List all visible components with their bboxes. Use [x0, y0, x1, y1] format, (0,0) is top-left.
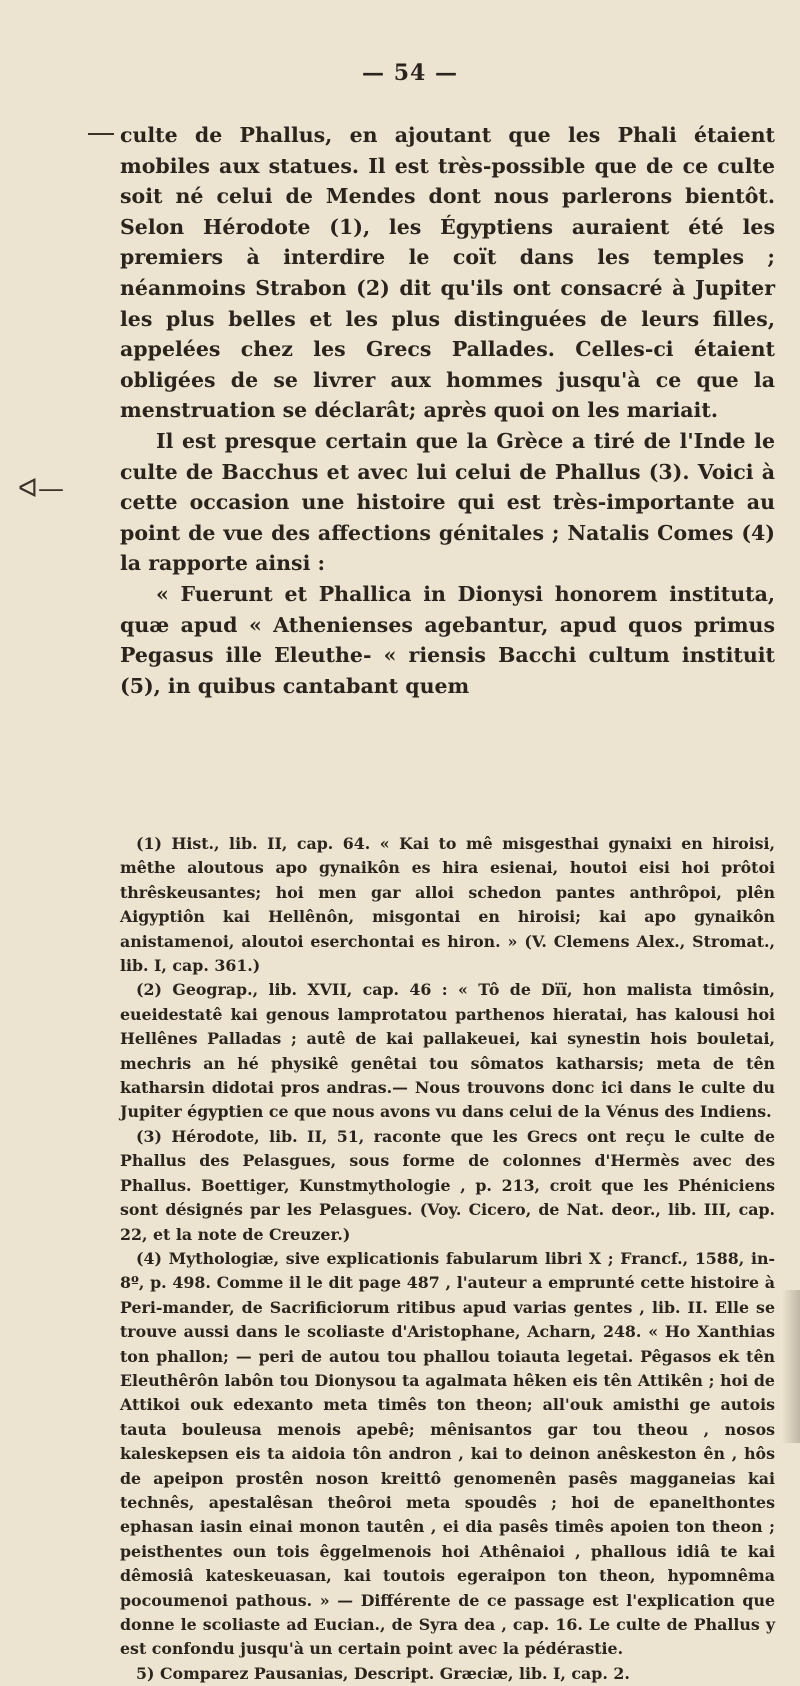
latin-quotation: « Fuerunt et Phallica in Dionysi honorem instituta, quæ apud « Athenienses agebantur, apud quos primus Pegasus ille Eleuthe- « riensis Bacchi cultum instituit (5), in quibus cantabant quem — [120, 581, 775, 698]
paragraph-1: culte de Phallus, en ajoutant que les Phali étaient mobiles aux statues. Il est très-possible que de ce culte soit né celui de Mendes dont nous parlerons bientôt. Selon Hérodote (1), les Égyptiens auraient été les premiers à interdire le coït dans les temples ; néanmoins Strabon (2) dit qu'ils ont consacré à Jupiter les plus belles et les plus distinguées de leurs filles, appelées chez les Grecs Pallades. Celles-ci étaient obligées de se livrer aux hommes jusqu'à ce que la menstruation se déclarât; après quoi on les mariait. — [120, 123, 775, 423]
margin-dash — [88, 133, 114, 135]
main-text — [120, 120, 775, 701]
paragraph-2: Il est presque certain que la Grèce a tiré de l'Inde le culte de Bacchus et avec lui celui de Phallus (3). Voici à cette occasion une histoire qui est très-importante au point de vue des affections génitales ; Natalis Comes (4) la rapporte ainsi : — [120, 428, 775, 576]
margin-annotation-mark: ᐊ— — [18, 474, 64, 504]
footnotes — [120, 832, 775, 1686]
page-number: — 54 — — [362, 60, 458, 86]
page-edge-shadow — [782, 1290, 800, 1443]
footnote-1: (1) Hist., lib. II, cap. 64. « Kai to mê misgesthai gynaixi en hiroisi, mêthe aloutous apo gynaikôn es hira esienai, houtoi eisi hoi prôtoi thrêskeusantes; hoi men gar alloi schedon pantes anthrôpoi, plên Aigyptiôn kai Hellênôn, misgontai en hiroisi; kai apo gynaikôn anistamenoi, aloutoi eserchontai es hiron. » (V. Clemens Alex., Stromat., lib. I, cap. 361.) — [120, 834, 775, 976]
footnote-4: (4) Mythologiæ, sive explicationis fabularum libri X ; Francf., 1588, in-8º, p. 498. Comme il le dit page 487 , l'auteur a emprunté cette histoire à Peri-mander, de Sacrificiorum ritibus apud varias gentes , lib. II. Elle se trouve aussi dans le scoliaste d'Aristophane, Acharn, 248. « Ho Xanthias ton phallon; — peri de autou tou phallou toiauta legetai. Pêgasos ek tên Eleuthêrôn labôn tou Dionysou ta agalmata hêken eis tên Attikên ; hoi de Attikoi ouk edexanto meta timês ton theon; all'ouk amisthi ge autois tauta bouleusa menois apebê; mênisantos gar tou theou , nosos kaleskepsen eis ta aidoia tôn andron , kai to deinon anêskeston ên , hôs de apeipon prostên noson kreittô genomenên pasês magganeias kai technês, apestalêsan theôroi meta spoudês ; hoi de epanelthontes ephasan iasin einai monon tautên , ei dia pasês timês apoien ton theon ; peisthentes oun tois êggelmenois hoi Athênaioi , phallous idiâ te kai dêmosiâ kateskeuasan, kai toutois egeraipon ton theon, hypomnêma pocoumenoi pathous. » — Différente de ce passage est l'explication que donne le scoliaste ad Eucian., de Syra dea , cap. 16. Le culte de Phallus y est confondu jusqu'à un certain point avec la pédérastie. — [120, 1248, 775, 1659]
footnote-3: (3) Hérodote, lib. II, 51, raconte que les Grecs ont reçu le culte de Phallus des Pelasgues, sous forme de colonnes d'Hermès avec des Phallus. Boettiger, Kunstmythologie , p. 213, croit que les Phéniciens sont désignés par les Pelasgues. (Voy. Cicero, de Nat. deor., lib. III, cap. 22, et la note de Creuzer.) — [120, 1126, 775, 1244]
footnote-2: (2) Geograp., lib. XVII, cap. 46 : « Tô de Dïï, hon malista timôsin, eueidestatê kai genous lamprotatou parthenos hieratai, has kalousi hoi Hellênes Palladas ; autê de kai pallakeuei, kai synestin hois bouletai, mechris an hé physikê genêtai tou sômatos katharsis; meta de tên katharsin didotai pros andras.— Nous trouvons donc ici dans le culte du Jupiter égyptien ce que nous avons vu dans celui de la Vénus des Indiens. — [120, 980, 775, 1122]
footnote-5: 5) Comparez Pausanias, Descript. Græciæ, lib. I, cap. 2. — [136, 1663, 630, 1683]
